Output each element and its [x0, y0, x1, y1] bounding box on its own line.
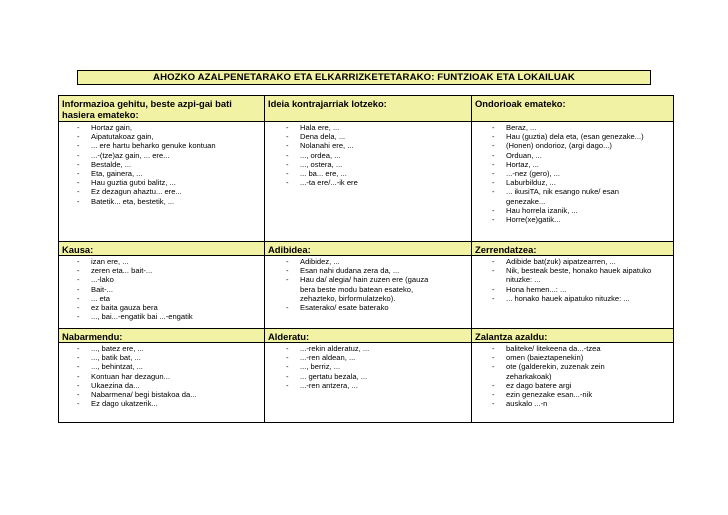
list-item: - ...-ta ere/...-ik ere [265, 178, 471, 187]
list-item: zehazteko, birformulatzeko). [300, 293, 396, 303]
list-item: - Hau guztia gutxi balitz, ... [59, 178, 264, 187]
list-item: - ...-(tze)az gain, ... ere... [59, 151, 264, 160]
list-item: - ezin genezake esan...-nik [472, 390, 673, 399]
list-item: - omen (baieztapenekin) [472, 353, 673, 362]
list-item: - Esan nahi dudana zera da, ... [265, 266, 471, 275]
list-item: - Esaterako/ esate baterako [265, 303, 471, 312]
list-item: - ..., ostera, ... [265, 160, 471, 169]
list-item: - ... gertatu bezala, ... [265, 372, 471, 381]
document-title: AHOZKO AZALPENETARAKO ETA ELKARRIZKETETARAKO: FUNTZIOAK ETA LOKAILUAK [77, 70, 651, 85]
list-item: - ..., berriz, ... [265, 362, 471, 371]
list-item: - ote (galderekin, zuzenak zein [472, 362, 673, 371]
list-item: - Hau (guztia) dela eta, (esan genezake...) [472, 132, 673, 141]
cell-add-information [59, 96, 265, 242]
item-list [472, 256, 673, 303]
cell-header: Kausa: [59, 242, 264, 256]
cell-header: Ondorioak emateko: [472, 96, 673, 122]
list-item: - ez dago batere argi [472, 381, 673, 390]
list-item: bera beste modu batean esateko, [300, 284, 414, 294]
list-item: - Adibidez, ... [265, 257, 471, 266]
list-item: - ...-rekin alderatuz, ... [265, 344, 471, 353]
list-item: - Adibide bat(zuk) aipatzearren, ... [472, 257, 673, 266]
list-item: - Nabarmena/ begi bistakoa da... [59, 390, 264, 399]
list-item: - ez baita gauza bera [59, 303, 264, 312]
list-item: - Eta, gainera, ... [59, 169, 264, 178]
list-item: - ... ikusiTA, nik esango nuke/ esan [472, 187, 673, 196]
item-list [59, 122, 264, 206]
cell-header: Nabarmendu: [59, 329, 264, 343]
list-item: - izan ere, ... [59, 257, 264, 266]
list-item: - (Honen) ondorioz, (argi dago...) [472, 141, 673, 150]
cell-header: Informazioa gehitu, beste azpi-gai bati hasiera emateko: [59, 96, 264, 122]
cell-contrast [265, 96, 472, 242]
list-item: - ..., ordea, ... [265, 151, 471, 160]
list-item: - auskalo ...-n [472, 399, 673, 408]
list-item: - Hau da/ alegia/ hain zuzen ere (gauza [265, 275, 471, 284]
cell-header: Ideia kontrajarriak lotzeko: [265, 96, 471, 122]
list-item: zeharkakoak) [506, 371, 552, 381]
cell-header: Zerrendatzea: [472, 242, 673, 256]
item-list [265, 343, 471, 390]
list-item: - ..., behintzat, ... [59, 362, 264, 371]
item-list [472, 122, 673, 224]
cell-doubt [472, 329, 673, 422]
item-list [265, 256, 471, 312]
list-item: - Nik, besteak beste, honako hauek aipatuko [472, 266, 673, 275]
list-item: - ...-ren antzera, ... [265, 381, 471, 390]
list-item: - Nolanahi ere, ... [265, 141, 471, 150]
list-item: - Hau horrela izanik, ... [472, 206, 673, 215]
item-list [59, 256, 264, 321]
connectors-table [58, 95, 674, 423]
list-item: - Bait-... [59, 285, 264, 294]
list-item: - zeren eta... bait-... [59, 266, 264, 275]
cell-header: Alderatu: [265, 329, 471, 343]
list-item: - Orduan, ... [472, 151, 673, 160]
cell-header: Zalantza azaldu: [472, 329, 673, 343]
cell-compare [265, 329, 472, 422]
list-item: - ...-lako [59, 275, 264, 284]
list-item: - ... ere hartu beharko genuke kontuan [59, 141, 264, 150]
item-list [472, 343, 673, 408]
list-item: - ... eta [59, 294, 264, 303]
list-item: - ... honako hauek aipatuko nituzke: ... [472, 294, 673, 303]
list-item: nituzke: ... [506, 275, 541, 285]
list-item: genezake... [506, 196, 546, 206]
list-item: - Bestalde, ... [59, 160, 264, 169]
list-item: - ..., batik bat, ... [59, 353, 264, 362]
item-list [59, 343, 264, 408]
list-item: - Batetik... eta, bestetik, ... [59, 197, 264, 206]
list-item: - Beraz, ... [472, 123, 673, 132]
list-item: - Horre(xe)gatik... [472, 215, 673, 224]
cell-emphasize [59, 329, 265, 422]
list-item: - Ukaezina da... [59, 381, 264, 390]
list-item: - Dena dela, ... [265, 132, 471, 141]
list-item: - ...-ren aldean, ... [265, 353, 471, 362]
list-item: - Ez dezagun ahaztu... ere... [59, 187, 264, 196]
cell-cause [59, 242, 265, 329]
list-item: - ..., batez ere, ... [59, 344, 264, 353]
list-item: - ... ba... ere, ... [265, 169, 471, 178]
list-item: - Ez dago ukatzerik... [59, 399, 264, 408]
list-item: - Hala ere, ... [265, 123, 471, 132]
item-list [265, 122, 471, 187]
cell-header: Adibidea: [265, 242, 471, 256]
list-item: - Aipatutakoaz gain, [59, 132, 264, 141]
list-item: - Laburbilduz, ... [472, 178, 673, 187]
list-item: - Hona hemen...: ... [472, 285, 673, 294]
list-item: - ...-nez (gero), ... [472, 169, 673, 178]
list-item: - ..., bai...-engatik bai ...-engatik [59, 312, 264, 321]
list-item: - Kontuan har dezagun... [59, 372, 264, 381]
list-item: - baliteke/ litekeena da...-tzea [472, 344, 673, 353]
cell-conclusions [472, 96, 673, 242]
list-item: - Hortaz gain, [59, 123, 264, 132]
list-item: - Hortaz, ... [472, 160, 673, 169]
cell-example [265, 242, 472, 329]
cell-enumeration [472, 242, 673, 329]
